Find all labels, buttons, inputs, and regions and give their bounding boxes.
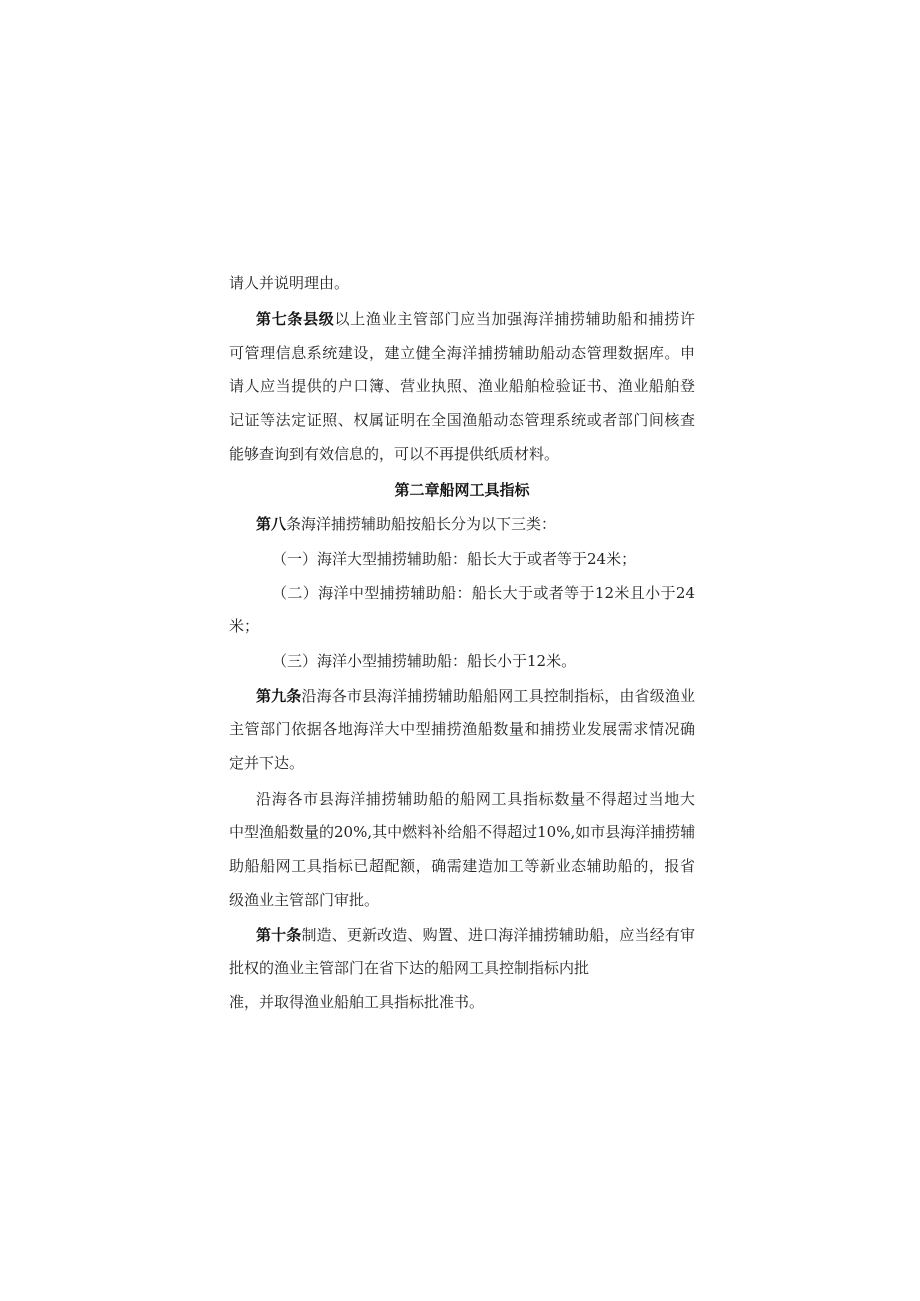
paragraph-line: 请人并说明理由。: [229, 274, 350, 292]
paragraph-line: 批权的渔业主管部门在省下达的船网工具控制指标内批: [229, 959, 590, 977]
article-8-label: 第八: [256, 515, 287, 533]
paragraph-line: 级渔业主管部门审批。: [229, 891, 380, 909]
article-10-label: 第十条: [256, 926, 302, 944]
chapter-heading: 第二章船网工具指标: [394, 481, 530, 499]
paragraph-line: 请人应当提供的户口簿、营业执照、渔业船舶检验证书、渔业船舶登: [229, 377, 695, 395]
paragraph-line: 米；: [229, 617, 260, 635]
paragraph-line: 定并下达。: [229, 754, 305, 772]
paragraph-line: 可管理信息系统建设，建立健全海洋捕捞辅助船动态管理数据库。申: [229, 344, 695, 362]
list-item: （二）海洋中型捕捞辅助船：船长大于或者等于12米且小于24: [272, 584, 695, 602]
article-8-line: 第八条海洋捕捞辅助船按船长分为以下三类：: [256, 515, 557, 533]
article-7-label: 第七条县级: [256, 310, 335, 328]
article-7-line: 第七条县级以上渔业主管部门应当加强海洋捕捞辅助船和捕捞许: [256, 310, 695, 328]
list-item: （一）海洋大型捕捞辅助船：船长大于或者等于24米；: [272, 550, 637, 568]
paragraph-line: 能够查询到有效信息的，可以不再提供纸质材料。: [229, 445, 560, 463]
article-9-label: 第九条: [256, 687, 302, 705]
article-9-line: 第九条沿海各市县海洋捕捞辅助船船网工具控制指标，由省级渔业: [256, 687, 695, 705]
paragraph-line: 沿海各市县海洋捕捞辅助船的船网工具指标数量不得超过当地大: [256, 790, 695, 808]
list-item: （三）海洋小型捕捞辅助船：船长小于12米。: [272, 652, 577, 670]
article-10-line: 第十条制造、更新改造、购置、进口海洋捕捞辅助船，应当经有审: [256, 926, 695, 944]
paragraph-line: 助船船网工具指标已超配额，确需建造加工等新业态辅助船的，报省: [229, 857, 695, 875]
paragraph-line: 主管部门依据各地海洋大中型捕捞渔船数量和捕捞业发展需求情况确: [229, 720, 695, 738]
paragraph-line: 准，并取得渔业船舶工具指标批准书。: [229, 993, 485, 1011]
paragraph-line: 中型渔船数量的20%,其中燃料补给船不得超过10%,如市县海洋捕捞辅: [229, 823, 696, 841]
paragraph-line: 记证等法定证照、权属证明在全国渔船动态管理系统或者部门间核查: [229, 411, 695, 429]
